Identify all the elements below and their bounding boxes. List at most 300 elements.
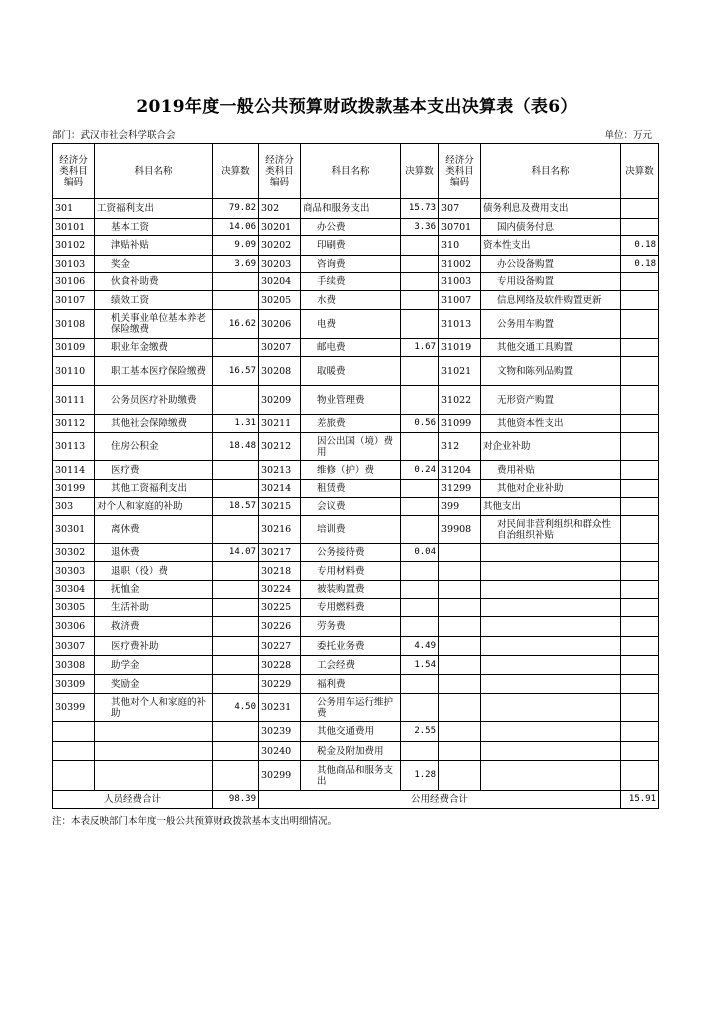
row-amount-2: 1.28 xyxy=(401,761,439,791)
row-code-3 xyxy=(439,694,481,722)
public-total-value: 15.91 xyxy=(621,791,659,809)
row-name-2: 咨询费 xyxy=(301,256,401,273)
table-body xyxy=(53,199,659,791)
row-amount-1: 18.57 xyxy=(213,498,259,516)
row-amount-1 xyxy=(213,291,259,310)
row-amount-2: 2.55 xyxy=(401,722,439,742)
row-amount-1 xyxy=(213,273,259,291)
row-code-2: 30225 xyxy=(259,599,301,617)
row-amount-2 xyxy=(401,599,439,617)
row-code-1: 30108 xyxy=(53,310,95,339)
row-code-1: 30114 xyxy=(53,461,95,480)
table-header-row xyxy=(53,144,659,199)
row-amount-1 xyxy=(213,722,259,742)
row-amount-1: 1.31 xyxy=(213,415,259,433)
row-amount-2: 0.24 xyxy=(401,461,439,480)
row-code-3 xyxy=(439,599,481,617)
table-row xyxy=(53,675,659,694)
unit-label: 单位：万元 xyxy=(604,130,652,141)
row-amount-1 xyxy=(213,386,259,415)
row-amount-3 xyxy=(621,516,659,544)
row-code-1 xyxy=(53,742,95,761)
row-code-1: 30307 xyxy=(53,637,95,656)
row-amount-3 xyxy=(621,310,659,339)
row-amount-2 xyxy=(401,742,439,761)
row-amount-3 xyxy=(621,562,659,581)
row-code-3: 399 xyxy=(439,498,481,516)
row-name-3: 对企业补助 xyxy=(481,433,621,461)
row-code-3 xyxy=(439,637,481,656)
row-amount-2 xyxy=(401,236,439,256)
row-code-2: 30218 xyxy=(259,562,301,581)
row-code-3: 30701 xyxy=(439,219,481,236)
row-name-1: 退休费 xyxy=(95,544,213,562)
row-name-3: 文物和陈列品购置 xyxy=(481,357,621,386)
row-amount-2: 0.04 xyxy=(401,544,439,562)
row-name-2: 被装购置费 xyxy=(301,581,401,599)
row-code-1: 30199 xyxy=(53,480,95,498)
row-code-2: 30216 xyxy=(259,516,301,544)
row-name-3: 对民间非营利组织和群众性自治组织补贴 xyxy=(481,516,621,544)
row-amount-3 xyxy=(621,357,659,386)
row-code-1: 303 xyxy=(53,498,95,516)
row-code-3: 31013 xyxy=(439,310,481,339)
row-name-2: 办公费 xyxy=(301,219,401,236)
row-amount-3 xyxy=(621,415,659,433)
row-name-2: 专用材料费 xyxy=(301,562,401,581)
row-code-3 xyxy=(439,722,481,742)
row-code-2: 30202 xyxy=(259,236,301,256)
row-code-2: 30229 xyxy=(259,675,301,694)
row-amount-2 xyxy=(401,562,439,581)
row-code-2: 30299 xyxy=(259,761,301,791)
row-code-3: 31022 xyxy=(439,386,481,415)
header-code-1: 经济分类科目编码 xyxy=(53,144,95,199)
table-row xyxy=(53,617,659,637)
row-amount-3 xyxy=(621,742,659,761)
row-amount-2 xyxy=(401,310,439,339)
row-amount-3 xyxy=(621,219,659,236)
table-row xyxy=(53,291,659,310)
row-code-3: 31007 xyxy=(439,291,481,310)
row-code-1: 30103 xyxy=(53,256,95,273)
row-amount-1 xyxy=(213,675,259,694)
row-code-2: 30212 xyxy=(259,433,301,461)
row-code-2: 30201 xyxy=(259,219,301,236)
row-amount-2 xyxy=(401,694,439,722)
row-name-2: 专用燃料费 xyxy=(301,599,401,617)
row-name-3: 其他支出 xyxy=(481,498,621,516)
row-name-2: 水费 xyxy=(301,291,401,310)
row-name-3: 其他资本性支出 xyxy=(481,415,621,433)
expenditure-table xyxy=(52,143,659,809)
row-code-2: 30211 xyxy=(259,415,301,433)
row-name-3: 资本性支出 xyxy=(481,236,621,256)
row-name-3: 信息网络及软件购置更新 xyxy=(481,291,621,310)
header-name-2: 科目名称 xyxy=(301,144,401,199)
row-name-3 xyxy=(481,675,621,694)
row-name-2: 委托业务费 xyxy=(301,637,401,656)
row-name-3 xyxy=(481,617,621,637)
row-amount-1: 14.07 xyxy=(213,544,259,562)
row-code-2: 30203 xyxy=(259,256,301,273)
table-row xyxy=(53,599,659,617)
row-name-2: 租赁费 xyxy=(301,480,401,498)
row-code-3: 310 xyxy=(439,236,481,256)
row-name-1 xyxy=(95,722,213,742)
row-amount-1 xyxy=(213,761,259,791)
row-amount-1 xyxy=(213,599,259,617)
row-amount-2: 0.56 xyxy=(401,415,439,433)
row-name-1: 离休费 xyxy=(95,516,213,544)
row-code-2: 30208 xyxy=(259,357,301,386)
row-amount-2 xyxy=(401,480,439,498)
header-amount-1: 决算数 xyxy=(213,144,259,199)
row-name-2: 印刷费 xyxy=(301,236,401,256)
table-row xyxy=(53,357,659,386)
row-amount-2: 1.67 xyxy=(401,339,439,357)
row-code-1: 30308 xyxy=(53,656,95,675)
table-row xyxy=(53,722,659,742)
row-name-2: 邮电费 xyxy=(301,339,401,357)
row-code-2: 30214 xyxy=(259,480,301,498)
row-amount-2: 4.49 xyxy=(401,637,439,656)
personnel-total-value: 98.39 xyxy=(213,791,259,809)
table-row xyxy=(53,273,659,291)
table-row xyxy=(53,498,659,516)
row-code-3 xyxy=(439,675,481,694)
row-code-2: 30231 xyxy=(259,694,301,722)
row-amount-2 xyxy=(401,273,439,291)
row-name-2: 商品和服务支出 xyxy=(301,199,401,219)
row-amount-2 xyxy=(401,675,439,694)
row-name-1: 职业年金缴费 xyxy=(95,339,213,357)
row-amount-2 xyxy=(401,516,439,544)
row-code-1: 30303 xyxy=(53,562,95,581)
row-name-3 xyxy=(481,742,621,761)
row-name-3: 无形资产购置 xyxy=(481,386,621,415)
table-row xyxy=(53,310,659,339)
row-amount-3: 0.18 xyxy=(621,236,659,256)
row-code-1: 30102 xyxy=(53,236,95,256)
row-code-1: 301 xyxy=(53,199,95,219)
row-amount-3 xyxy=(621,761,659,791)
row-code-1: 30399 xyxy=(53,694,95,722)
row-name-1: 基本工资 xyxy=(95,219,213,236)
table-row xyxy=(53,761,659,791)
row-name-2: 税金及附加费用 xyxy=(301,742,401,761)
row-code-2: 30205 xyxy=(259,291,301,310)
row-code-3 xyxy=(439,742,481,761)
row-code-2: 30226 xyxy=(259,617,301,637)
row-name-3: 费用补贴 xyxy=(481,461,621,480)
row-amount-3 xyxy=(621,599,659,617)
row-code-1: 30304 xyxy=(53,581,95,599)
row-amount-1: 3.69 xyxy=(213,256,259,273)
row-name-2: 公务接待费 xyxy=(301,544,401,562)
header-code-2: 经济分类科目编码 xyxy=(259,144,301,199)
header-amount-3: 决算数 xyxy=(621,144,659,199)
row-name-2: 劳务费 xyxy=(301,617,401,637)
row-name-1: 其他社会保障缴费 xyxy=(95,415,213,433)
row-name-3: 办公设备购置 xyxy=(481,256,621,273)
row-name-1: 奖金 xyxy=(95,256,213,273)
row-amount-3 xyxy=(621,199,659,219)
row-name-1: 其他对个人和家庭的补助 xyxy=(95,694,213,722)
row-amount-3 xyxy=(621,694,659,722)
row-name-2: 因公出国（境）费用 xyxy=(301,433,401,461)
row-code-3 xyxy=(439,617,481,637)
table-row xyxy=(53,339,659,357)
row-name-2: 会议费 xyxy=(301,498,401,516)
row-name-3 xyxy=(481,562,621,581)
row-amount-3 xyxy=(621,637,659,656)
row-code-3 xyxy=(439,581,481,599)
row-name-2: 手续费 xyxy=(301,273,401,291)
row-code-1: 30107 xyxy=(53,291,95,310)
row-code-1: 30101 xyxy=(53,219,95,236)
row-amount-3 xyxy=(621,386,659,415)
row-name-2: 差旅费 xyxy=(301,415,401,433)
row-amount-2: 1.54 xyxy=(401,656,439,675)
row-name-3: 国内债务付息 xyxy=(481,219,621,236)
row-name-1: 其他工资福利支出 xyxy=(95,480,213,498)
footnote: 注：本表反映部门本年度一般公共预算财政拨款基本支出明细情况。 xyxy=(52,816,338,827)
row-name-3 xyxy=(481,581,621,599)
table-row xyxy=(53,199,659,219)
row-name-3: 其他交通工具购置 xyxy=(481,339,621,357)
row-amount-1: 18.48 xyxy=(213,433,259,461)
header-name-1: 科目名称 xyxy=(95,144,213,199)
table-row xyxy=(53,656,659,675)
row-name-2: 培训费 xyxy=(301,516,401,544)
row-amount-2 xyxy=(401,617,439,637)
row-amount-2 xyxy=(401,256,439,273)
department-label: 部门：武汉市社会科学联合会 xyxy=(52,130,176,141)
row-amount-1: 79.82 xyxy=(213,199,259,219)
row-code-2: 30209 xyxy=(259,386,301,415)
row-code-1: 30305 xyxy=(53,599,95,617)
row-name-1: 工资福利支出 xyxy=(95,199,213,219)
row-name-1: 奖励金 xyxy=(95,675,213,694)
row-amount-3 xyxy=(621,498,659,516)
row-amount-3 xyxy=(621,433,659,461)
table-row xyxy=(53,581,659,599)
row-name-3: 债务利息及费用支出 xyxy=(481,199,621,219)
row-name-1 xyxy=(95,761,213,791)
row-amount-2 xyxy=(401,386,439,415)
row-amount-1 xyxy=(213,581,259,599)
row-amount-1 xyxy=(213,656,259,675)
row-amount-1 xyxy=(213,480,259,498)
row-name-2: 工会经费 xyxy=(301,656,401,675)
row-amount-3: 0.18 xyxy=(621,256,659,273)
row-name-3 xyxy=(481,761,621,791)
row-code-1 xyxy=(53,722,95,742)
row-name-1: 抚恤金 xyxy=(95,581,213,599)
row-amount-3 xyxy=(621,480,659,498)
row-name-1 xyxy=(95,742,213,761)
row-code-3 xyxy=(439,544,481,562)
row-name-2: 其他商品和服务支出 xyxy=(301,761,401,791)
row-code-1: 30110 xyxy=(53,357,95,386)
row-amount-2 xyxy=(401,498,439,516)
row-name-3 xyxy=(481,722,621,742)
row-amount-1: 9.09 xyxy=(213,236,259,256)
row-name-1: 伙食补助费 xyxy=(95,273,213,291)
row-code-2: 30206 xyxy=(259,310,301,339)
row-code-2: 30217 xyxy=(259,544,301,562)
row-code-2: 30227 xyxy=(259,637,301,656)
row-name-2: 取暖费 xyxy=(301,357,401,386)
row-code-1 xyxy=(53,761,95,791)
row-amount-3 xyxy=(621,461,659,480)
row-code-3: 31019 xyxy=(439,339,481,357)
row-name-1: 机关事业单位基本养老保险缴费 xyxy=(95,310,213,339)
row-amount-1 xyxy=(213,516,259,544)
row-code-3: 307 xyxy=(439,199,481,219)
row-amount-3 xyxy=(621,675,659,694)
row-code-3: 31299 xyxy=(439,480,481,498)
row-code-2: 30240 xyxy=(259,742,301,761)
row-name-1: 津贴补贴 xyxy=(95,236,213,256)
row-name-1: 职工基本医疗保险缴费 xyxy=(95,357,213,386)
row-amount-1 xyxy=(213,461,259,480)
row-code-1: 30106 xyxy=(53,273,95,291)
row-amount-3 xyxy=(621,656,659,675)
row-name-2: 公务用车运行维护费 xyxy=(301,694,401,722)
table-row xyxy=(53,433,659,461)
row-name-1: 医疗费补助 xyxy=(95,637,213,656)
row-name-1: 生活补助 xyxy=(95,599,213,617)
row-amount-3 xyxy=(621,722,659,742)
personnel-total-label: 人员经费合计 xyxy=(53,791,213,809)
table-row xyxy=(53,562,659,581)
table-row xyxy=(53,461,659,480)
row-name-3 xyxy=(481,694,621,722)
row-amount-1 xyxy=(213,617,259,637)
row-amount-2 xyxy=(401,581,439,599)
row-name-3 xyxy=(481,544,621,562)
row-amount-1: 16.62 xyxy=(213,310,259,339)
row-name-3 xyxy=(481,599,621,617)
table-row xyxy=(53,516,659,544)
header-code-3: 经济分类科目编码 xyxy=(439,144,481,199)
row-code-2: 30239 xyxy=(259,722,301,742)
row-code-3: 39908 xyxy=(439,516,481,544)
table-row xyxy=(53,256,659,273)
row-code-3: 31003 xyxy=(439,273,481,291)
table-row xyxy=(53,386,659,415)
row-code-3 xyxy=(439,562,481,581)
row-name-1: 公务员医疗补助缴费 xyxy=(95,386,213,415)
row-amount-3 xyxy=(621,544,659,562)
row-amount-3 xyxy=(621,581,659,599)
header-amount-2: 决算数 xyxy=(401,144,439,199)
row-amount-3 xyxy=(621,339,659,357)
row-name-3: 公务用车购置 xyxy=(481,310,621,339)
row-name-3 xyxy=(481,656,621,675)
row-code-1: 30301 xyxy=(53,516,95,544)
row-amount-2: 15.73 xyxy=(401,199,439,219)
table-row xyxy=(53,637,659,656)
row-code-1: 30112 xyxy=(53,415,95,433)
row-amount-1 xyxy=(213,742,259,761)
row-code-3 xyxy=(439,656,481,675)
header-name-3: 科目名称 xyxy=(481,144,621,199)
row-code-1: 30306 xyxy=(53,617,95,637)
row-name-1: 对个人和家庭的补助 xyxy=(95,498,213,516)
row-amount-2 xyxy=(401,291,439,310)
table-row xyxy=(53,415,659,433)
totals-row xyxy=(53,791,659,809)
row-amount-3 xyxy=(621,617,659,637)
table-row xyxy=(53,236,659,256)
row-name-3 xyxy=(481,637,621,656)
table-row xyxy=(53,219,659,236)
row-code-2: 30204 xyxy=(259,273,301,291)
row-name-1: 绩效工资 xyxy=(95,291,213,310)
row-code-2: 30215 xyxy=(259,498,301,516)
row-code-1: 30109 xyxy=(53,339,95,357)
row-name-1: 住房公积金 xyxy=(95,433,213,461)
row-code-2: 30207 xyxy=(259,339,301,357)
row-name-2: 其他交通费用 xyxy=(301,722,401,742)
row-code-3: 312 xyxy=(439,433,481,461)
table-row xyxy=(53,544,659,562)
row-code-2: 302 xyxy=(259,199,301,219)
public-total-label: 公用经费合计 xyxy=(259,791,621,809)
row-code-2: 30228 xyxy=(259,656,301,675)
row-name-2: 电费 xyxy=(301,310,401,339)
row-code-3: 31204 xyxy=(439,461,481,480)
table-row xyxy=(53,694,659,722)
row-code-2: 30224 xyxy=(259,581,301,599)
row-code-3 xyxy=(439,761,481,791)
row-amount-1: 14.06 xyxy=(213,219,259,236)
row-name-1: 救济费 xyxy=(95,617,213,637)
row-name-1: 退职（役）费 xyxy=(95,562,213,581)
row-name-3: 专用设备购置 xyxy=(481,273,621,291)
row-code-3: 31099 xyxy=(439,415,481,433)
row-amount-1 xyxy=(213,562,259,581)
row-amount-1: 16.57 xyxy=(213,357,259,386)
row-amount-2 xyxy=(401,357,439,386)
row-name-3: 其他对企业补助 xyxy=(481,480,621,498)
row-code-2: 30213 xyxy=(259,461,301,480)
table-row xyxy=(53,480,659,498)
table-row xyxy=(53,742,659,761)
row-code-1: 30309 xyxy=(53,675,95,694)
row-amount-3 xyxy=(621,291,659,310)
row-amount-2: 3.36 xyxy=(401,219,439,236)
row-code-3: 31002 xyxy=(439,256,481,273)
row-amount-1 xyxy=(213,637,259,656)
row-code-1: 30111 xyxy=(53,386,95,415)
page-title: 2019年度一般公共预算财政拨款基本支出决算表（表6） xyxy=(136,97,578,117)
row-name-2: 物业管理费 xyxy=(301,386,401,415)
row-amount-1: 4.50 xyxy=(213,694,259,722)
row-amount-3 xyxy=(621,273,659,291)
row-name-2: 维修（护）费 xyxy=(301,461,401,480)
row-amount-2 xyxy=(401,433,439,461)
row-name-1: 助学金 xyxy=(95,656,213,675)
row-code-3: 31021 xyxy=(439,357,481,386)
row-code-1: 30113 xyxy=(53,433,95,461)
row-name-2: 福利费 xyxy=(301,675,401,694)
row-name-1: 医疗费 xyxy=(95,461,213,480)
row-code-1: 30302 xyxy=(53,544,95,562)
